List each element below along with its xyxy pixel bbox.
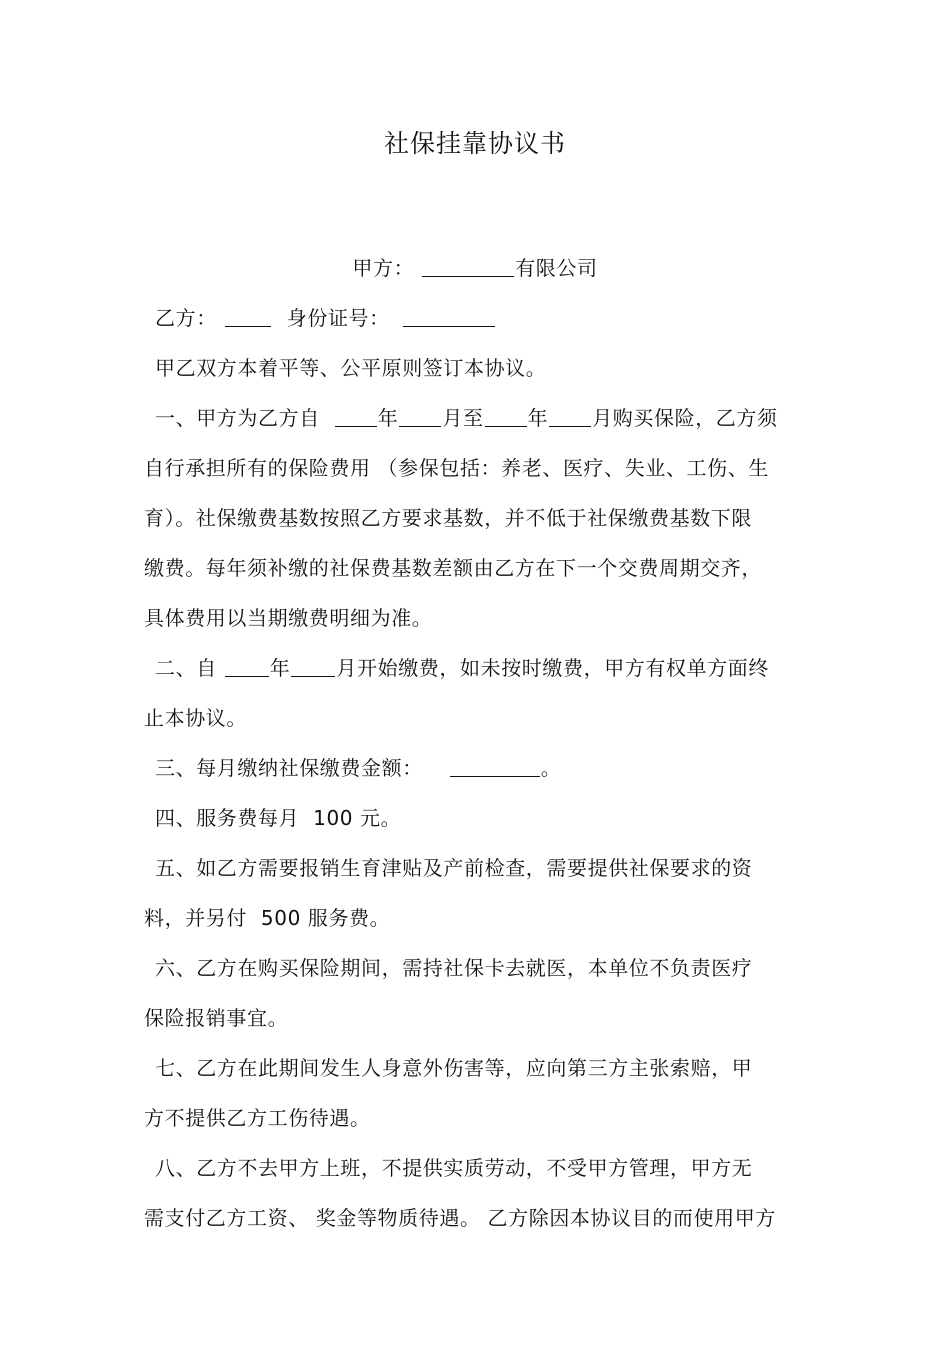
clause-2-year-blank	[225, 656, 269, 677]
clause-7-line-2: 方不提供乙方工伤待遇。	[144, 1106, 371, 1130]
party-b-label: 乙方：	[155, 306, 217, 330]
clause-4-line: 四、服务费每月 100 元。	[155, 806, 402, 830]
clause-3-prefix: 三、每月缴纳社保缴费金额：	[155, 756, 423, 780]
clause-1-line-2: 自行承担所有的保险费用 （参保包括：养老、医疗、失业、工伤、生	[144, 456, 769, 480]
clause-1-line-4: 缴费。每年须补缴的社保费基数差额由乙方在下一个交费周期交齐，	[144, 556, 762, 580]
clause-2-suffix: 月开始缴费，如未按时缴费，甲方有权单方面终	[336, 656, 769, 680]
party-b-line	[155, 303, 496, 333]
clause-1-suffix: 月购买保险，乙方须	[592, 406, 778, 430]
clause-1-line-1	[155, 403, 778, 433]
clause-3-end: 。	[540, 756, 562, 780]
party-b-name-blank	[225, 306, 271, 327]
clause-2-year-label: 年	[269, 656, 291, 680]
clause-1-year-label: 年	[377, 406, 399, 430]
party-a-label: 甲方：	[352, 256, 415, 280]
clause-1-start-year-blank	[335, 406, 377, 427]
intro-paragraph: 甲乙双方本着平等、公平原则签订本协议。	[155, 356, 547, 380]
clause-1-end-month-blank	[549, 406, 591, 427]
clause-1-prefix: 一、甲方为乙方自	[155, 406, 320, 430]
clause-1-line-5: 具体费用以当期缴费明细为准。	[144, 606, 433, 630]
party-a-line	[0, 253, 950, 283]
clause-2-prefix: 二、自	[155, 656, 217, 680]
clause-1-end-year-blank	[485, 406, 527, 427]
clause-8-line-2: 需支付乙方工资、 奖金等物质待遇。 乙方除因本协议目的而使用甲方	[144, 1206, 776, 1230]
clause-1-year2-label: 年	[527, 406, 549, 430]
party-b-id-label: 身份证号：	[286, 306, 390, 330]
clause-1-month-to-label: 月至	[442, 406, 484, 430]
clause-6-line-2: 保险报销事宜。	[144, 1006, 289, 1030]
clause-3-line	[155, 753, 561, 783]
clause-3-amount-blank	[450, 756, 540, 777]
party-a-name-blank	[422, 256, 514, 277]
clause-2-month-blank	[291, 656, 335, 677]
party-a-suffix: 有限公司	[515, 256, 598, 280]
clause-8-line-1: 八、乙方不去甲方上班，不提供实质劳动，不受甲方管理，甲方无	[155, 1156, 753, 1180]
clause-6-line-1: 六、乙方在购买保险期间，需持社保卡去就医，本单位不负责医疗	[155, 956, 753, 980]
clause-7-line-1: 七、乙方在此期间发生人身意外伤害等，应向第三方主张索赔，甲	[155, 1056, 753, 1080]
clause-5-line-1: 五、如乙方需要报销生育津贴及产前检查，需要提供社保要求的资	[155, 856, 753, 880]
clause-2-line-2: 止本协议。	[144, 706, 247, 730]
document-title: 社保挂靠协议书	[383, 129, 566, 158]
clause-1-start-month-blank	[399, 406, 441, 427]
clause-5-line-2: 料，并另付 500 服务费。	[144, 906, 391, 930]
clause-2-line-1	[155, 653, 769, 683]
clause-1-line-3: 育）。社保缴费基数按照乙方要求基数，并不低于社保缴费基数下限	[144, 506, 752, 530]
party-b-id-blank	[403, 306, 495, 327]
